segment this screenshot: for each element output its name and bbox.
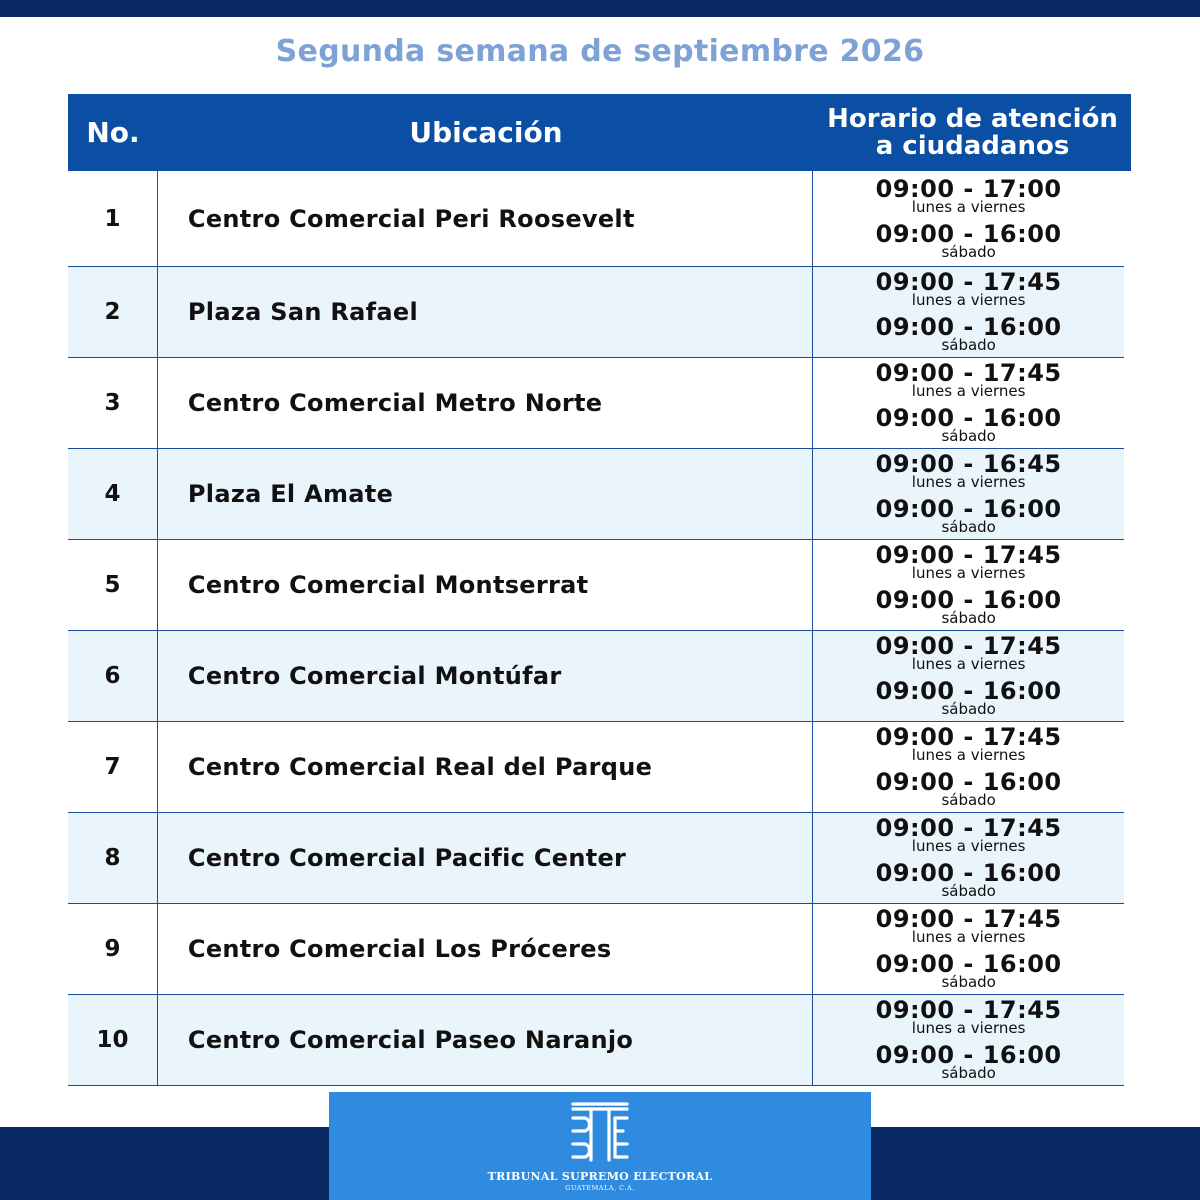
row-location: Centro Comercial Montserrat (158, 540, 813, 630)
row-location: Centro Comercial Peri Roosevelt (158, 171, 813, 266)
saturday-label: sábado (941, 336, 996, 354)
weekday-label: lunes a viernes (911, 564, 1026, 582)
weekday-hours: 09:00 - 17:45 (875, 723, 1062, 751)
weekday-label: lunes a viernes (911, 291, 1026, 309)
saturday-label: sábado (941, 791, 996, 809)
header-hours: Horario de atención a ciudadanos (827, 103, 1118, 161)
saturday-hours: 09:00 - 16:00 (875, 950, 1062, 978)
table-row (68, 813, 1124, 904)
saturday-hours: 09:00 - 16:00 (875, 495, 1062, 523)
table-row (68, 722, 1124, 813)
row-hours (813, 813, 1124, 903)
row-location: Plaza El Amate (158, 449, 813, 539)
row-hours (813, 171, 1124, 266)
weekday-label: lunes a viernes (911, 837, 1026, 855)
row-location: Centro Comercial Real del Parque (158, 722, 813, 812)
saturday-hours: 09:00 - 16:00 (875, 219, 1062, 248)
table-row (68, 449, 1124, 540)
table-body (68, 171, 1131, 1086)
weekday-hours: 09:00 - 17:45 (875, 814, 1062, 842)
weekday-hours: 09:00 - 17:45 (875, 996, 1062, 1024)
saturday-label: sábado (941, 242, 996, 261)
row-hours (813, 449, 1124, 539)
table-row (68, 904, 1124, 995)
saturday-label: sábado (941, 882, 996, 900)
row-location: Centro Comercial Paseo Naranjo (158, 995, 813, 1085)
weekday-label: lunes a viernes (911, 473, 1026, 491)
row-hours (813, 358, 1124, 448)
weekday-label: lunes a viernes (911, 655, 1026, 673)
row-number: 5 (68, 540, 158, 630)
row-number: 6 (68, 631, 158, 721)
saturday-hours: 09:00 - 16:00 (875, 677, 1062, 705)
saturday-hours: 09:00 - 16:00 (875, 768, 1062, 796)
row-hours (813, 995, 1124, 1085)
row-number: 4 (68, 449, 158, 539)
weekday-hours: 09:00 - 17:45 (875, 905, 1062, 933)
row-hours (813, 722, 1124, 812)
saturday-hours: 09:00 - 16:00 (875, 859, 1062, 887)
saturday-hours: 09:00 - 16:00 (875, 586, 1062, 614)
top-bar (0, 0, 1200, 17)
row-number: 10 (68, 995, 158, 1085)
row-hours (813, 631, 1124, 721)
table-row (68, 540, 1124, 631)
saturday-label: sábado (941, 700, 996, 718)
schedule-table (68, 94, 1131, 1086)
weekday-hours: 09:00 - 17:45 (875, 359, 1062, 387)
row-number: 1 (68, 171, 158, 266)
table-header (68, 94, 1131, 171)
row-location: Centro Comercial Pacific Center (158, 813, 813, 903)
row-location: Centro Comercial Los Próceres (158, 904, 813, 994)
saturday-label: sábado (941, 427, 996, 445)
table-row (68, 631, 1124, 722)
row-number: 8 (68, 813, 158, 903)
weekday-hours: 09:00 - 17:45 (875, 541, 1062, 569)
saturday-label: sábado (941, 1064, 996, 1082)
row-number: 9 (68, 904, 158, 994)
org-name: TRIBUNAL SUPREMO ELECTORAL (487, 1170, 713, 1183)
row-location: Centro Comercial Metro Norte (158, 358, 813, 448)
saturday-hours: 09:00 - 16:00 (875, 404, 1062, 432)
weekday-label: lunes a viernes (911, 382, 1026, 400)
row-hours (813, 540, 1124, 630)
row-number: 7 (68, 722, 158, 812)
header-no: No. (86, 116, 140, 149)
org-location: GUATEMALA, C.A. (565, 1184, 635, 1192)
row-hours (813, 267, 1124, 357)
table-row (68, 358, 1124, 449)
row-number: 2 (68, 267, 158, 357)
saturday-hours: 09:00 - 16:00 (875, 1041, 1062, 1069)
table-row (68, 995, 1124, 1086)
row-location: Plaza San Rafael (158, 267, 813, 357)
footer-logo (329, 1092, 871, 1200)
weekday-label: lunes a viernes (911, 1019, 1026, 1037)
saturday-hours: 09:00 - 16:00 (875, 313, 1062, 341)
weekday-label: lunes a viernes (911, 746, 1026, 764)
row-number: 3 (68, 358, 158, 448)
header-location: Ubicación (409, 116, 563, 149)
saturday-label: sábado (941, 518, 996, 536)
table-row (68, 267, 1124, 358)
row-hours (813, 904, 1124, 994)
row-location: Centro Comercial Montúfar (158, 631, 813, 721)
page-title: Segunda semana de septiembre 2026 (275, 34, 925, 69)
weekday-hours: 09:00 - 17:45 (875, 268, 1062, 296)
saturday-label: sábado (941, 609, 996, 627)
saturday-label: sábado (941, 973, 996, 991)
weekday-label: lunes a viernes (911, 197, 1026, 216)
table-row (68, 171, 1124, 267)
tse-logo-icon (565, 1098, 635, 1168)
weekday-hours: 09:00 - 17:45 (875, 632, 1062, 660)
weekday-hours: 09:00 - 17:00 (875, 174, 1062, 203)
weekday-label: lunes a viernes (911, 928, 1026, 946)
weekday-hours: 09:00 - 16:45 (875, 450, 1062, 478)
